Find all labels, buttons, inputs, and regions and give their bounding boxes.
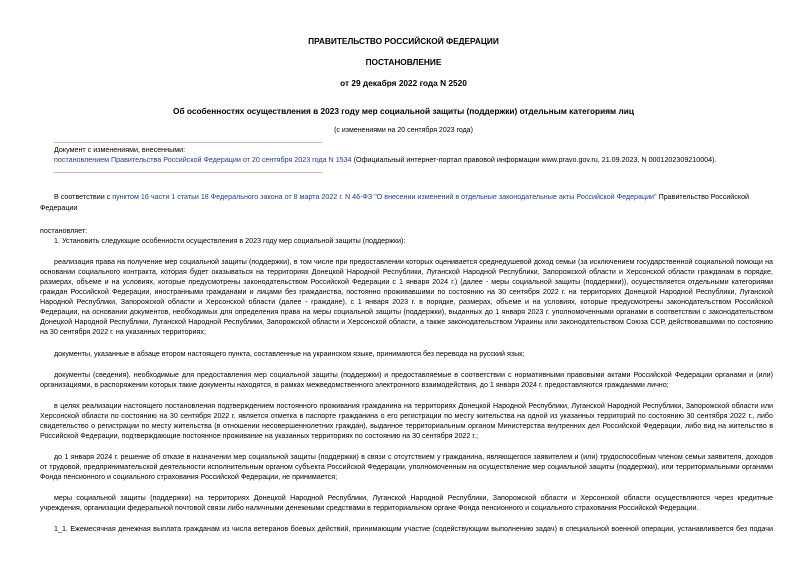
p4-line: свидетельство о регистрации по месту жительства (в отношении несовершеннолетних граждан), выданное территориальным органом Министерства внутренних дел Российской Федерации, либо вид на жительство в — [40, 422, 773, 430]
p2-line: документы, указанные в абзаце втором настоящего пункта, составленные на украинском языке, принимаются без перевода на русский язык; — [54, 350, 525, 358]
p1-line: Народной Республики, Запорожской области и Херсонской области (далее - граждане), с 1 января 2023 г. в порядке, размерах, объеме и на условиях, которые предусмотрены законодательством Российской — [40, 298, 773, 306]
law-link[interactable]: пунктом 16 части 1 статьи 18 Федерального закона от 8 марта 2022 г. N 46-ФЗ "О внесении изменений в отдельные законодательные акты Российской Федерации" — [112, 193, 657, 201]
government-heading: ПРАВИТЕЛЬСТВО РОССИЙСКОЙ ФЕДЕРАЦИИ — [308, 36, 499, 46]
p3-line: документы (сведения), необходимые для предоставления мер социальной защиты (поддержки) и предоставляемые в соответствии с нормативными правовыми актами Российской Федерации органами и (или) — [54, 371, 773, 379]
decides-text: постановляет: — [40, 227, 88, 235]
amendments-heading: Документ с изменениями, внесенными: — [54, 146, 186, 154]
amendment-source: (Официальный интернет-портал правовой информации www.pravo.gov.ru, 21.09.2023, N 0001202309210004). — [351, 156, 717, 164]
preamble-line-1 — [54, 192, 749, 203]
amendments-line — [54, 155, 716, 166]
p5-line: Фонда пенсионного и социального страхования Российской Федерации, не принимается; — [40, 473, 338, 481]
p1-line: размерах, объеме и на условиях, которые предусмотрены законодательством Российской Федерации с 1 января 2024 г.) (далее - меры социальной защиты (поддержки)), осуществляется отдельными категориями — [40, 278, 773, 286]
preamble-text: В соответствии с — [54, 193, 113, 201]
p3-line: организациями, в распоряжении которых такие документы находятся, в рамках межведомственного электронного взаимодействия, до 1 января 2024 г. предоставляются гражданами лично; — [40, 381, 669, 389]
p1-line: реализация права на получение мер социальной защиты (поддержки), в том числе при предоставлении которых оценивается среднедушевой доход семьи (за исключением государственной социальной помощи на — [54, 258, 773, 266]
document-type: ПОСТАНОВЛЕНИЕ — [365, 57, 442, 67]
p1-line: на 30 сентября 2022 г. на указанных территориях; — [40, 328, 206, 336]
document-title: Об особенностях осуществления в 2023 году мер социальной защиты (поддержки) отдельным категориям лиц — [173, 106, 634, 116]
amendments-top-divider — [54, 142, 322, 143]
p1-line: Федерации, на основании документов, необходимых для определения права на меры социальной защиты (поддержки), выданных до 1 января 2023 г. уполномоченными органами в соответствии с законодательством — [40, 308, 773, 316]
p5-line: от трудовой, предпринимательской деятельности исполнительным органом субъекта Российской Федерации, уполномоченным на осуществление мер социальной защиты (поддержки), или территориальными органами — [40, 463, 773, 471]
p1-line: граждан Российской Федерации, иностранными гражданами и лицами без гражданства, постоянно проживавшими по состоянию на 30 сентября 2022 г. на территориях Донецкой Народной Республики, Луганской — [40, 288, 773, 296]
revision-note: (с изменениями на 20 сентября 2023 года) — [334, 127, 473, 134]
preamble-line-2: Федерации — [40, 204, 78, 212]
p1-line: основании социального контракта, которая будет оказываться на территориях Донецкой Народной Республики, Луганской Народной Республики, Запорожской области и Херсонской области гражданам в порядке, — [40, 268, 773, 276]
amendment-link[interactable]: постановлением Правительства Российской Федерации от 20 сентября 2023 года N 1534 — [54, 156, 352, 164]
document-date-number: от 29 декабря 2022 года N 2520 — [340, 78, 467, 88]
p7-line: 1_1. Ежемесячная денежная выплата гражданам из числа ветеранов боевых действий, принимающим участие (содействующим выполнению задач) в специальной военной операции, устанавливается без подачи — [54, 525, 773, 533]
p5-line: до 1 января 2024 г. решение об отказе в назначении мер социальной защиты (поддержки) в связи с отсутствием у гражданина, являющегося заявителем и (или) трудоспособным членом семьи заявителя, доходов — [54, 453, 773, 461]
p4-line: Херсонской области по состоянию на 30 сентября 2022 г. является отметка в паспорте гражданина о его регистрации по месту жительства на одной из указанных территорий по состоянию 30 сентября 2022 г., либо — [40, 412, 773, 420]
p4-line: в целях реализации настоящего постановления подтверждением постоянного проживания гражданина на территориях Донецкой Народной Республики, Луганской Народной Республики, Запорожской области или — [54, 402, 773, 410]
p6-line: меры социальной защиты (поддержки) на территориях Донецкой Народной Республики, Луганской Народной Республики, Запорожской области и Херсонской области осуществляются через кредитные — [54, 494, 773, 502]
preamble-text-end: Правительство Российской — [656, 193, 750, 201]
p6-line: учреждения, организации федеральной почтовой связи либо наличными денежными средствами в территориальном органе Фонда пенсионного и социального страхования Российской Федерации. — [40, 504, 699, 512]
p1-line: Донецкой Народной Республики, Луганской Народной Республики, Запорожской области и Херсонской области, а также законодательством Украины или законодательством Союза ССР, действовавшими по состоянию — [40, 318, 773, 326]
amendments-bottom-divider — [54, 172, 322, 173]
p4-line: Российской Федерации, подтверждающие постоянное проживание на указанных территориях по состоянию на 30 сентября 2022 г.; — [40, 432, 479, 440]
item-1: 1. Установить следующие особенности осуществления в 2023 году мер социальной защиты (поддержки): — [54, 237, 406, 245]
